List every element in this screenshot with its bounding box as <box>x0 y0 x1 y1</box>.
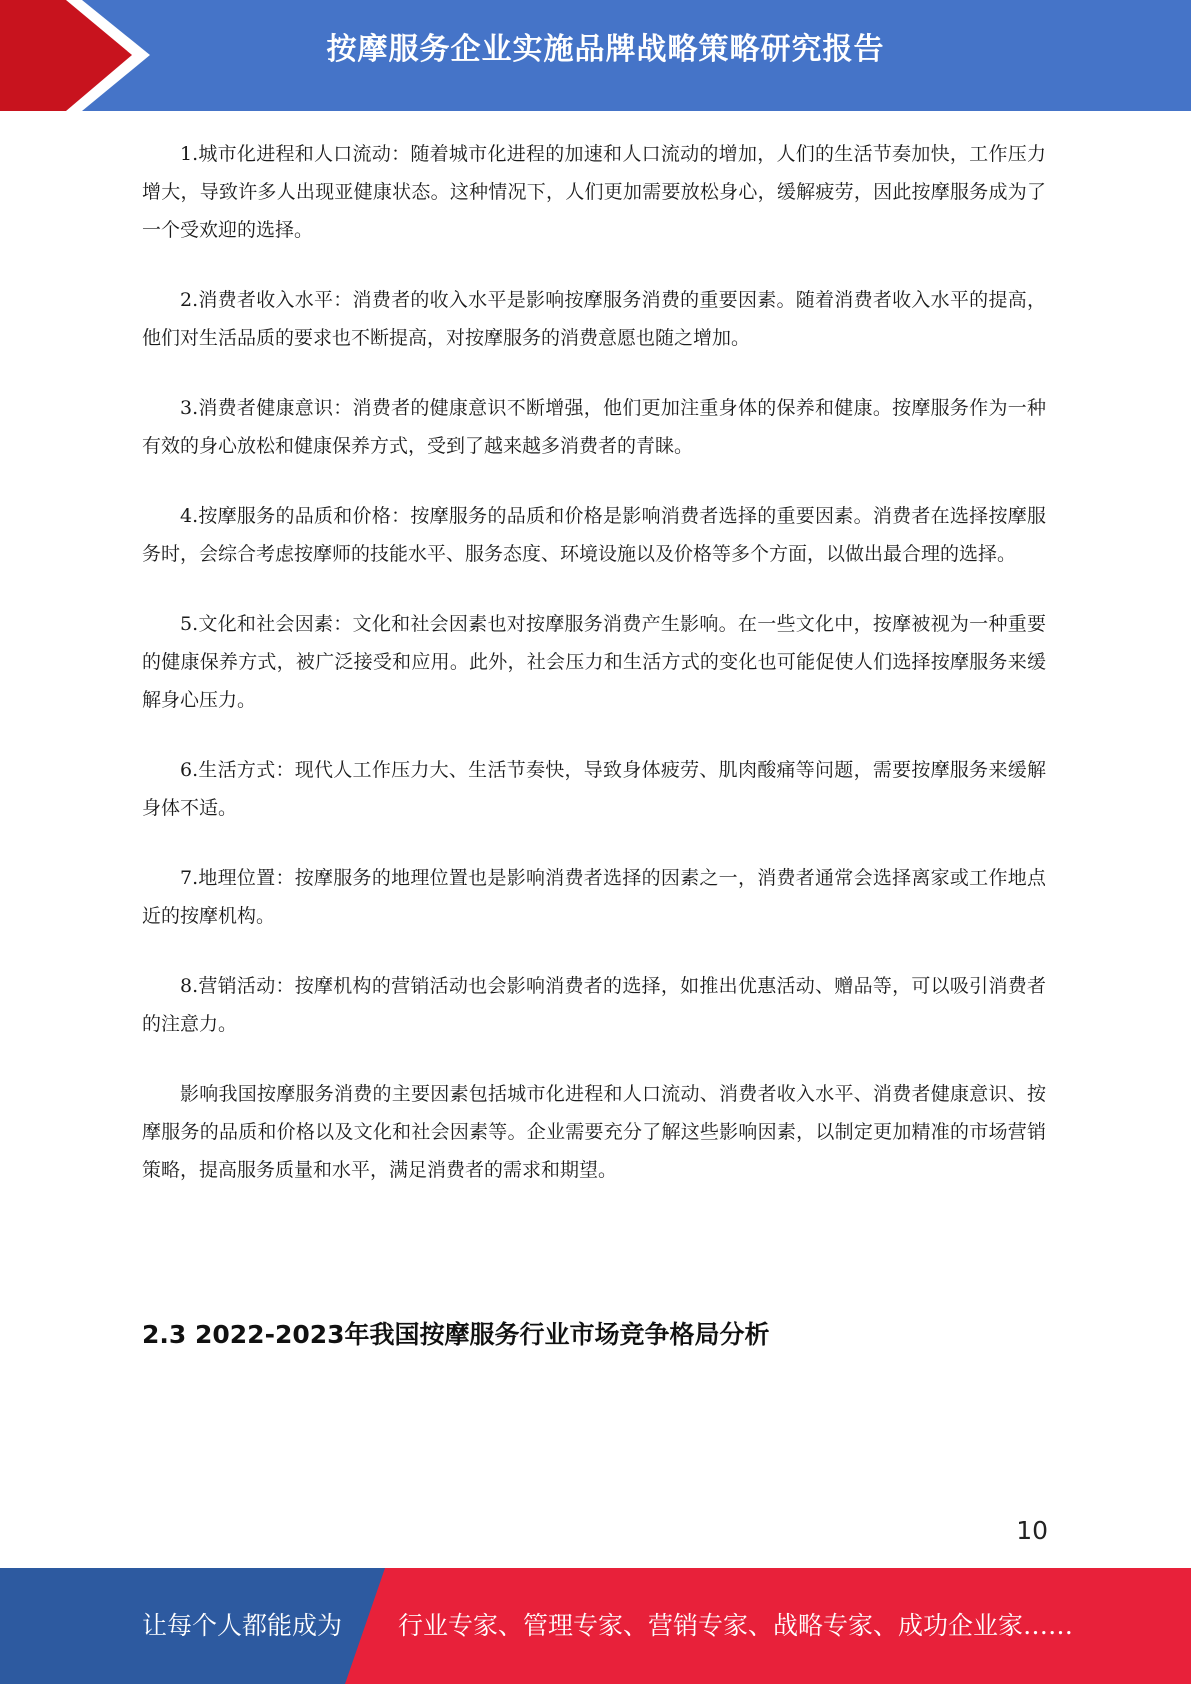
paragraph-urbanization: 1.城市化进程和人口流动：随着城市化进程的加速和人口流动的增加，人们的生活节奏加快，工作压力增大，导致许多人出现亚健康状态。这种情况下，人们更加需要放松身心，缓解疲劳，因此按摩服务成为了一个受欢迎的选择。 <box>142 143 1046 241</box>
page-number: 10 <box>1016 1516 1048 1545</box>
paragraph-marketing: 8.营销活动：按摩机构的营销活动也会影响消费者的选择，如推出优惠活动、赠品等，可以吸引消费者的注意力。 <box>142 975 1046 1035</box>
page-footer <box>0 1568 1191 1684</box>
paragraph-culture-society: 5.文化和社会因素：文化和社会因素也对按摩服务消费产生影响。在一些文化中，按摩被视为一种重要的健康保养方式，被广泛接受和应用。此外，社会压力和生活方式的变化也可能促使人们选择按摩服务来缓解身心压力。 <box>142 613 1046 711</box>
body-content <box>142 135 1046 1221</box>
section-heading: 2.3 2022-2023年我国按摩服务行业市场竞争格局分析 <box>142 1320 770 1349</box>
paragraph-lifestyle: 6.生活方式：现代人工作压力大、生活节奏快，导致身体疲劳、肌肉酸痛等问题，需要按摩服务来缓解身体不适。 <box>142 759 1046 819</box>
paragraph-summary: 影响我国按摩服务消费的主要因素包括城市化进程和人口流动、消费者收入水平、消费者健康意识、按摩服务的品质和价格以及文化和社会因素等。企业需要充分了解这些影响因素，以制定更加精准的市场营销策略，提高服务质量和水平，满足消费者的需求和期望。 <box>142 1083 1046 1181</box>
report-title: 按摩服务企业实施品牌战略策略研究报告 <box>326 32 885 67</box>
paragraph-location: 7.地理位置：按摩服务的地理位置也是影响消费者选择的因素之一，消费者通常会选择离家或工作地点近的按摩机构。 <box>142 867 1046 927</box>
paragraph-income: 2.消费者收入水平：消费者的收入水平是影响按摩服务消费的重要因素。随着消费者收入水平的提高，他们对生活品质的要求也不断提高，对按摩服务的消费意愿也随之增加。 <box>142 289 1046 349</box>
footer-slogan-right: 行业专家、管理专家、营销专家、战略专家、成功企业家…… <box>398 1611 1074 1640</box>
footer-slogan-left: 让每个人都能成为 <box>142 1611 343 1640</box>
page-header <box>0 0 1191 111</box>
paragraph-health-awareness: 3.消费者健康意识：消费者的健康意识不断增强，他们更加注重身体的保养和健康。按摩服务作为一种有效的身心放松和健康保养方式，受到了越来越多消费者的青睐。 <box>142 397 1046 457</box>
paragraph-quality-price: 4.按摩服务的品质和价格：按摩服务的品质和价格是影响消费者选择的重要因素。消费者在选择按摩服务时，会综合考虑按摩师的技能水平、服务态度、环境设施以及价格等多个方面，以做出最合理的选择。 <box>142 505 1046 565</box>
